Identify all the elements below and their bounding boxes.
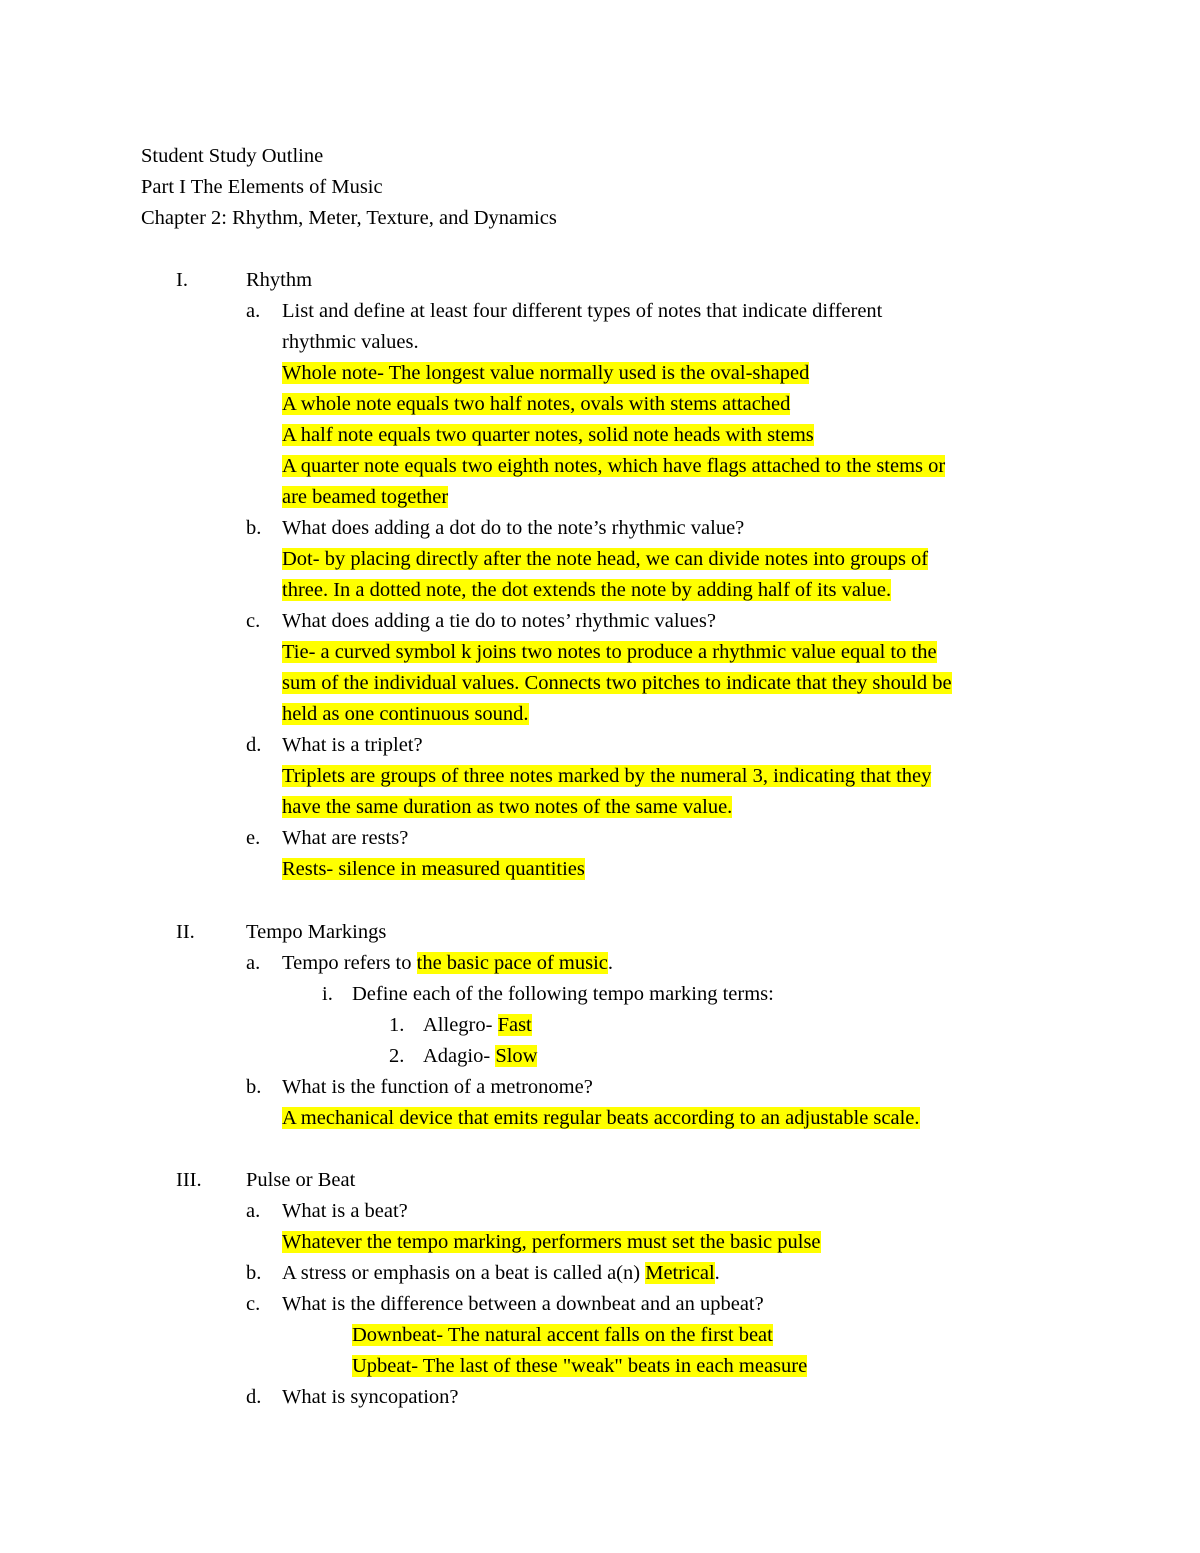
- highlighted-answer: Slow: [495, 1045, 538, 1067]
- question-text: What is syncopation?: [282, 1386, 459, 1408]
- question-text: What does adding a tie do to notes’ rhythmic values?: [282, 610, 716, 632]
- subitem-label: i.: [322, 983, 333, 1005]
- highlighted-answer: Upbeat- The last of these "weak" beats in each measure: [352, 1355, 808, 1377]
- highlighted-answer: Dot- by placing directly after the note head, we can divide notes into groups of: [282, 548, 929, 570]
- punctuation: .: [607, 952, 614, 974]
- highlighted-answer: A half note equals two quarter notes, solid note heads with stems: [282, 424, 814, 446]
- item-label: a.: [246, 300, 261, 322]
- item-label: e.: [246, 827, 261, 849]
- highlighted-answer: the basic pace of music: [416, 952, 608, 974]
- highlighted-answer: have the same duration as two notes of the same value.: [282, 796, 733, 818]
- highlighted-answer: A quarter note equals two eighth notes, which have flags attached to the stems or: [282, 455, 946, 477]
- section-title: Tempo Markings: [246, 921, 387, 943]
- section-number: I.: [176, 269, 188, 291]
- doc-part: Part I The Elements of Music: [141, 176, 383, 198]
- item-label: a.: [246, 952, 261, 974]
- highlighted-answer: Whatever the tempo marking, performers must set the basic pulse: [282, 1231, 821, 1253]
- highlighted-answer: Metrical: [645, 1262, 715, 1284]
- question-text: What is the function of a metronome?: [282, 1076, 593, 1098]
- question-line: [282, 949, 613, 977]
- term-line: [423, 1042, 537, 1070]
- highlighted-answer: sum of the individual values. Connects two pitches to indicate that they should be: [282, 672, 952, 694]
- question-text: A stress or emphasis on a beat is called a(n): [282, 1262, 646, 1284]
- highlighted-answer: three. In a dotted note, the dot extends the note by adding half of its value.: [282, 579, 892, 601]
- doc-title: Student Study Outline: [141, 145, 324, 167]
- item-label: d.: [246, 1386, 262, 1408]
- section-number: III.: [176, 1169, 202, 1191]
- subitem-text: Define each of the following tempo marking terms:: [352, 983, 774, 1005]
- question-text: rhythmic values.: [282, 331, 419, 353]
- question-text: What does adding a dot do to the note’s rhythmic value?: [282, 517, 745, 539]
- question-text: List and define at least four different types of notes that indicate different: [282, 300, 883, 322]
- highlighted-answer: A mechanical device that emits regular beats according to an adjustable scale.: [282, 1107, 920, 1129]
- question-text: What is a beat?: [282, 1200, 408, 1222]
- item-label: c.: [246, 1293, 261, 1315]
- item-label: b.: [246, 1262, 262, 1284]
- highlighted-answer: Downbeat- The natural accent falls on the first beat: [352, 1324, 773, 1346]
- question-text: Tempo refers to: [282, 952, 417, 974]
- highlighted-answer: Whole note- The longest value normally used is the oval-shaped: [282, 362, 810, 384]
- term-line: [423, 1011, 532, 1039]
- item-label: d.: [246, 734, 262, 756]
- doc-chapter: Chapter 2: Rhythm, Meter, Texture, and Dynamics: [141, 207, 557, 229]
- highlighted-answer: are beamed together: [282, 486, 449, 508]
- item-label: a.: [246, 1200, 261, 1222]
- highlighted-answer: A whole note equals two half notes, ovals with stems attached: [282, 393, 791, 415]
- highlighted-answer: Rests- silence in measured quantities: [282, 858, 585, 880]
- section-title: Rhythm: [246, 269, 313, 291]
- section-number: II.: [176, 921, 195, 943]
- question-line: [282, 1259, 720, 1287]
- highlighted-answer: Fast: [497, 1014, 532, 1036]
- question-text: What is the difference between a downbeat and an upbeat?: [282, 1293, 764, 1315]
- term-text: Adagio-: [423, 1045, 496, 1067]
- highlighted-answer: held as one continuous sound.: [282, 703, 529, 725]
- section-title: Pulse or Beat: [246, 1169, 356, 1191]
- item-label: c.: [246, 610, 261, 632]
- term-label: 1.: [389, 1014, 405, 1036]
- question-text: What is a triplet?: [282, 734, 423, 756]
- term-text: Allegro-: [423, 1014, 498, 1036]
- term-label: 2.: [389, 1045, 405, 1067]
- item-label: b.: [246, 517, 262, 539]
- punctuation: .: [714, 1262, 720, 1284]
- highlighted-answer: Triplets are groups of three notes marked by the numeral 3, indicating that they: [282, 765, 932, 787]
- item-label: b.: [246, 1076, 262, 1098]
- highlighted-answer: Tie- a curved symbol k joins two notes to produce a rhythmic value equal to the: [282, 641, 937, 663]
- question-text: What are rests?: [282, 827, 409, 849]
